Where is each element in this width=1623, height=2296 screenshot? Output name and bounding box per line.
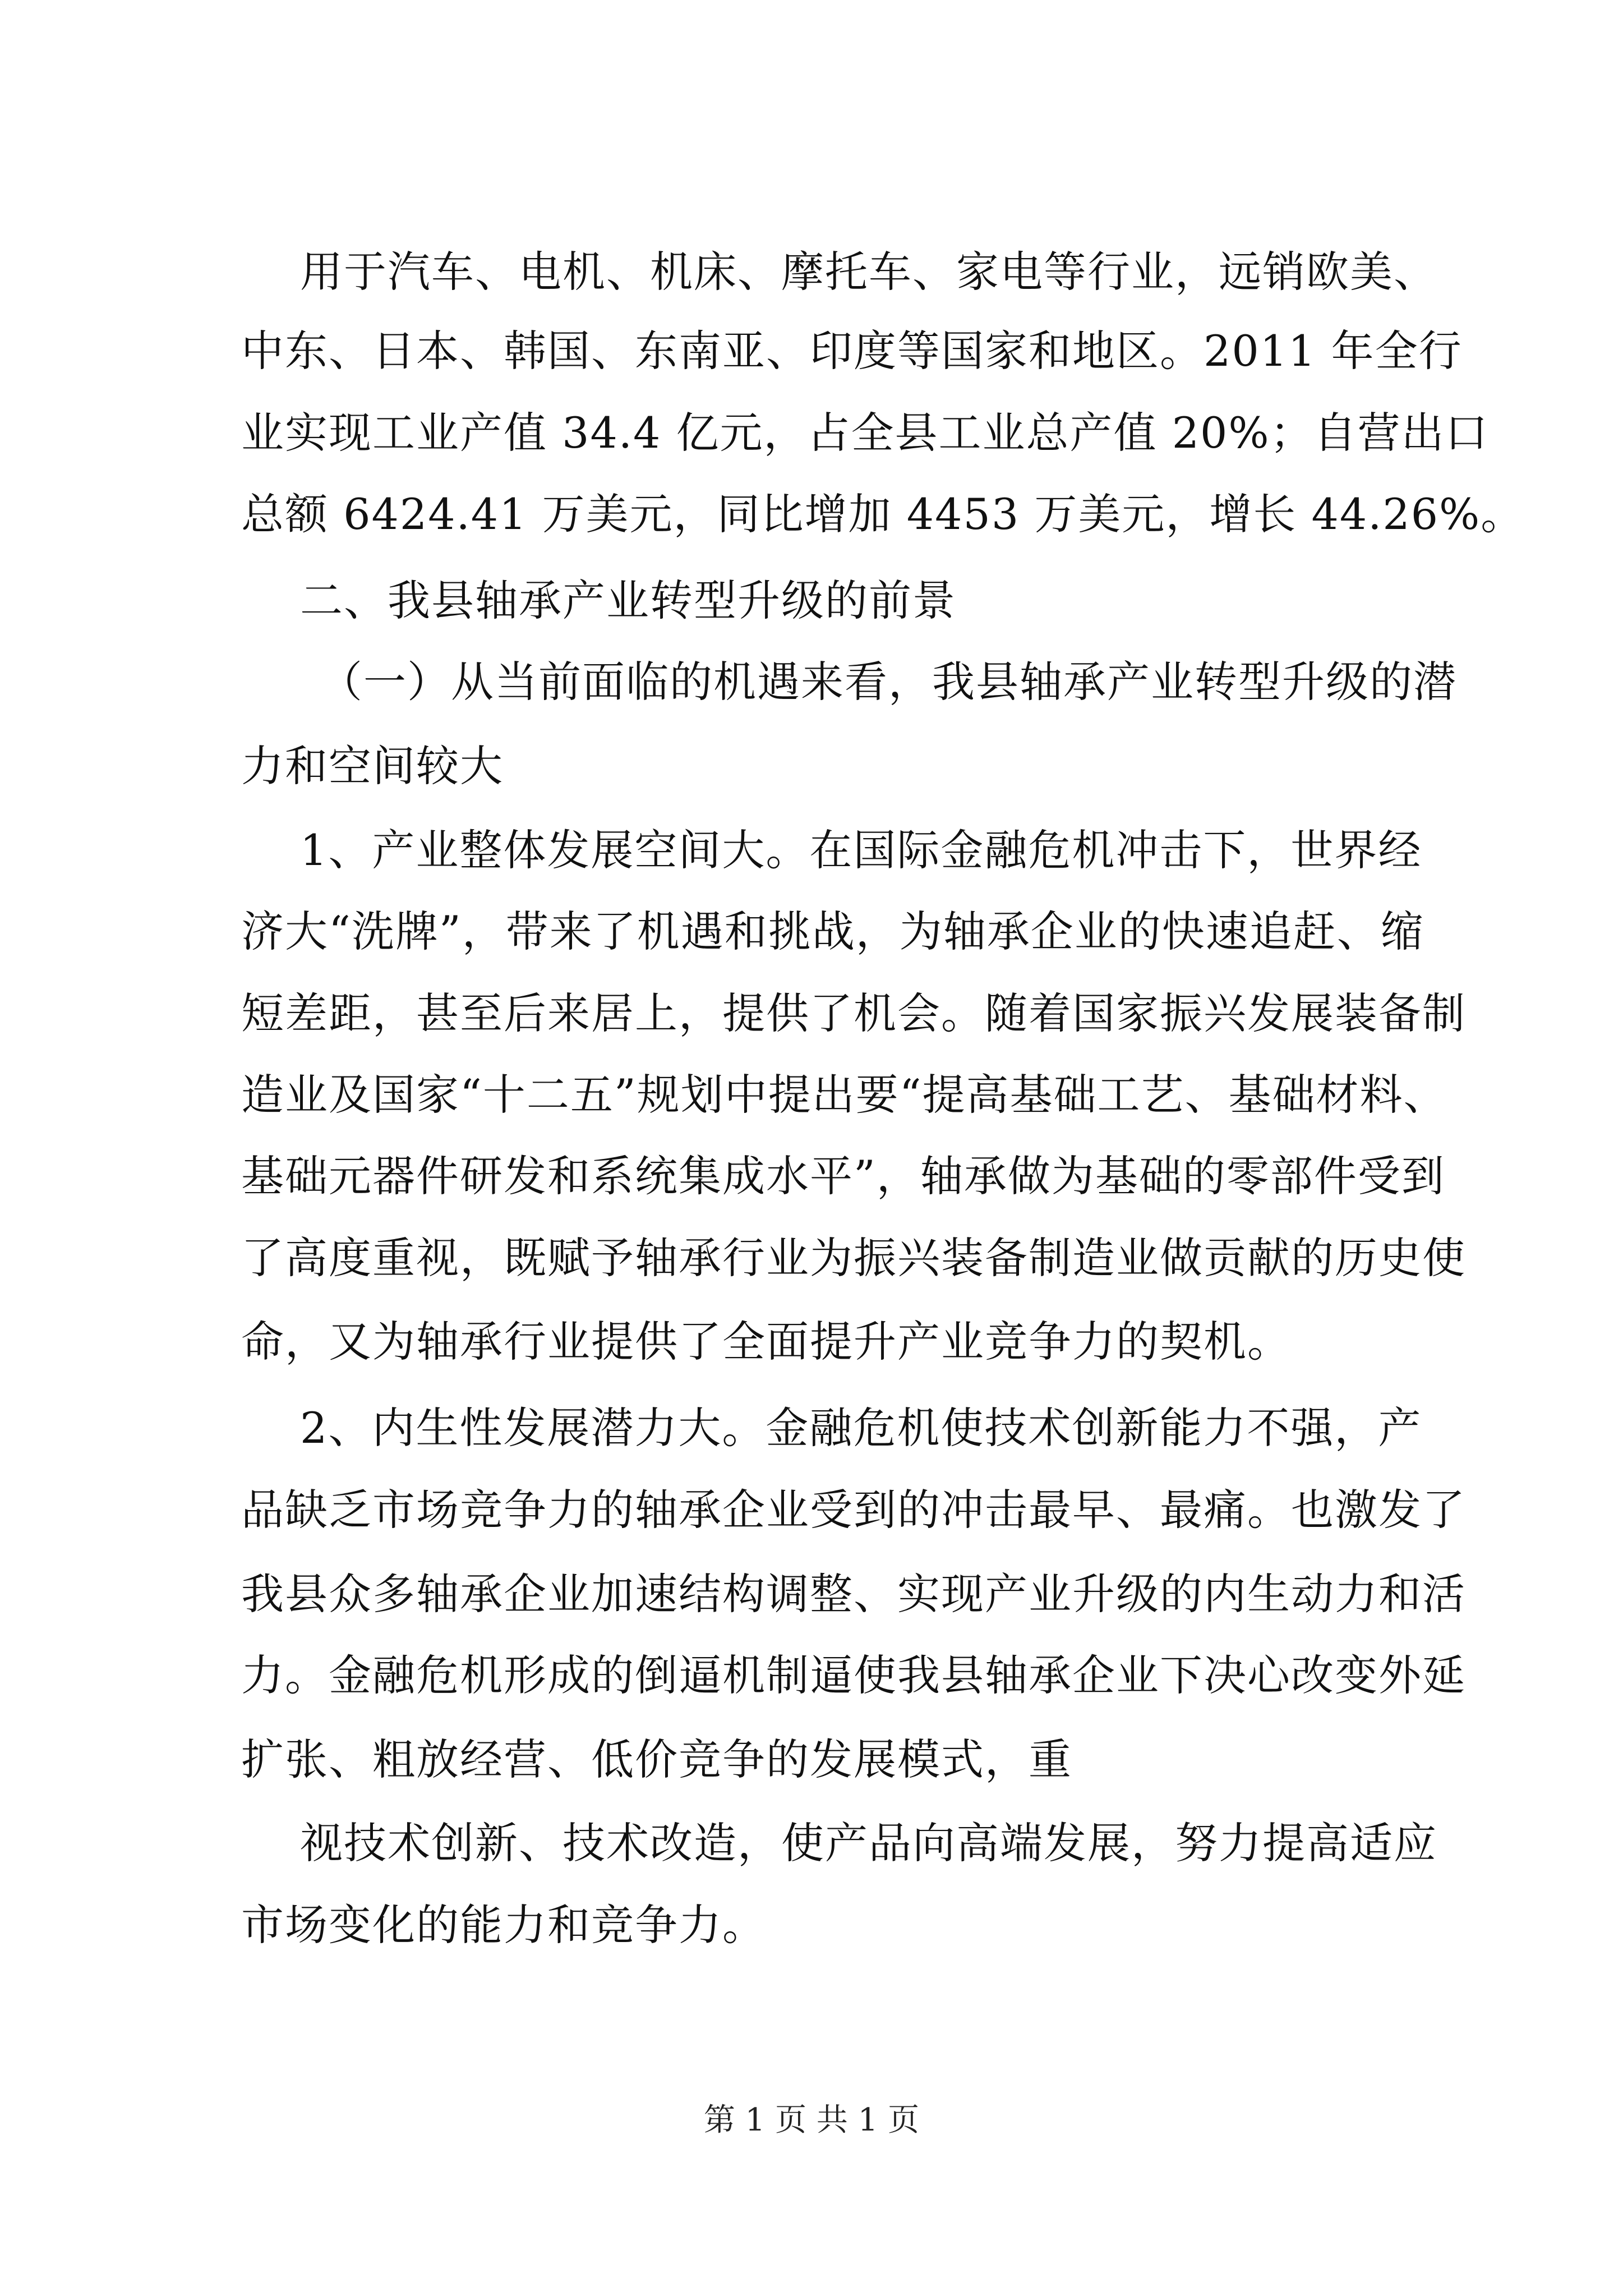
para1-line-7: 命，又为轴承行业提供了全面提升产业竞争力的契机。 xyxy=(241,1317,1291,1366)
para3-line-1: 视技术创新、技术改造，使产品向高端发展，努力提高适应 xyxy=(300,1818,1437,1868)
para1-line-5: 基础元器件研发和系统集成水平”，轴承做为基础的零部件受到 xyxy=(241,1151,1445,1201)
page-number-footer: 第 1 页 共 1 页 xyxy=(703,2102,920,2138)
para2-line-4: 力。金融危机形成的倒逼机制逼使我县轴承企业下决心改变外延 xyxy=(241,1650,1466,1700)
para2-line-3: 我县众多轴承企业加速结构调整、实现产业升级的内生动力和活 xyxy=(241,1569,1466,1619)
para2-line-1: 2、内生性发展潜力大。金融危机使技术创新能力不强，产 xyxy=(300,1403,1422,1453)
para1-line-3: 短差距，甚至后来居上，提供了机会。随着国家振兴发展装备制 xyxy=(241,988,1466,1038)
subsection-heading-line-2: 力和空间较大 xyxy=(241,741,504,791)
para1-line-1: 1、产业整体发展空间大。在国际金融危机冲击下，世界经 xyxy=(300,825,1422,875)
para1-line-6: 了高度重视，既赋予轴承行业为振兴装备制造业做贡献的历史使 xyxy=(241,1233,1466,1283)
text-line-2: 中东、日本、韩国、东南亚、印度等国家和地区。2011 年全行 xyxy=(241,326,1463,376)
subsection-heading-line-1: （一）从当前面临的机遇来看，我县轴承产业转型升级的潜 xyxy=(320,657,1457,707)
para1-line-2: 济大“洗牌”，带来了机遇和挑战，为轴承企业的快速追赶、缩 xyxy=(241,907,1424,956)
text-line-1: 用于汽车、电机、机床、摩托车、家电等行业，远销欧美、 xyxy=(300,247,1437,297)
para2-line-2: 品缺乏市场竞争力的轴承企业受到的冲击最早、最痛。也激发了 xyxy=(241,1485,1466,1535)
para2-line-5: 扩张、粗放经营、低价竞争的发展模式，重 xyxy=(241,1734,1072,1784)
section-heading: 二、我县轴承产业转型升级的前景 xyxy=(300,576,956,625)
para1-line-4: 造业及国家“十二五”规划中提出要“提高基础工艺、基础材料、 xyxy=(241,1070,1447,1120)
text-line-3: 业实现工业产值 34.4 亿元，占全县工业总产值 20%；自营出口 xyxy=(241,408,1489,458)
para3-line-2: 市场变化的能力和竞争力。 xyxy=(241,1900,766,1950)
text-line-4: 总额 6424.41 万美元，同比增加 4453 万美元，增长 44.26%。 xyxy=(241,489,1525,539)
